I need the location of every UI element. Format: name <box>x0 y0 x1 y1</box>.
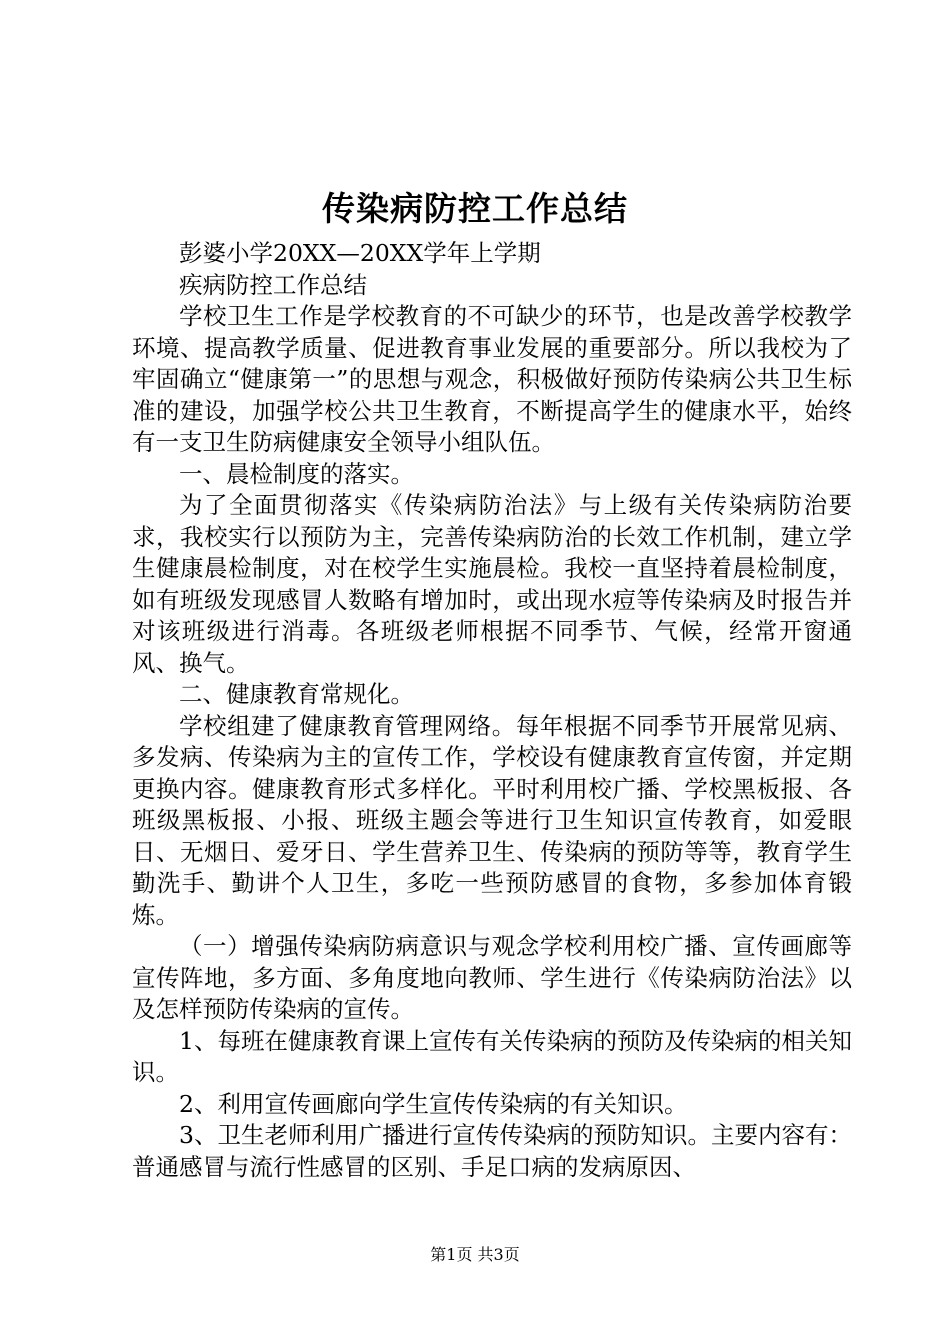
list-item-2: 2、利用宣传画廊向学生宣传传染病的有关知识。 <box>179 1089 688 1118</box>
section-heading-morning-check: 一、晨检制度的落实。 <box>179 459 414 488</box>
paragraph-subtitle: 疾病防控工作总结 <box>179 270 367 299</box>
paragraph-morning-check: 为了全面贯彻落实《传染病防治法》与上级有关传染病防治要求，我校实行以预防为主，完善传染病防治的长效工作机制，建立学生健康晨检制度，对在校学生实施晨检。我校一直坚持着晨检制度，如有班级发现感冒人数略有增加时，或出现水痘等传染病及时报告并对该班级进行消毒。各班级老师根据不同季节、气候，经常开窗通风、换气。 <box>132 491 852 677</box>
paragraph-awareness: （一）增强传染病防病意识与观念学校利用校广播、宣传画廊等宣传阵地，多方面、多角度地向教师、学生进行《传染病防治法》以及怎样预防传染病的宣传。 <box>132 932 852 1023</box>
paragraph-intro: 学校卫生工作是学校教育的不可缺少的环节，也是改善学校教学环境、提高教学质量、促进教育事业发展的重要部分。所以我校为了牢固确立“健康第一”的思想与观念，积极做好预防传染病公共卫生标准的建设，加强学校公共卫生教育，不断提高学生的健康水平，始终有一支卫生防病健康安全领导小组队伍。 <box>132 302 852 456</box>
list-item-3: 3、卫生老师利用广播进行宣传传染病的预防知识。主要内容有：普通感冒与流行性感冒的区别、手足口病的发病原因、 <box>132 1121 852 1181</box>
list-item-1: 1、每班在健康教育课上宣传有关传染病的预防及传染病的相关知识。 <box>132 1026 852 1086</box>
paragraph-health-education: 学校组建了健康教育管理网络。每年根据不同季节开展常见病、多发病、传染病为主的宣传工作，学校设有健康教育宣传窗，并定期更换内容。健康教育形式多样化。平时利用校广播、学校黑板报、各班级黑板报、小报、班级主题会等进行卫生知识宣传教育，如爱眼日、无烟日、爱牙日、学生营养卫生、传染病的预防等等，教育学生勤洗手、勤讲个人卫生，多吃一些预防感冒的食物，多参加体育锻炼。 <box>132 711 852 929</box>
page-footer: 第1页 共3页 <box>430 1245 520 1264</box>
document-body <box>132 238 852 1183</box>
paragraph-school-term: 彭婆小学20XX—20XX学年上学期 <box>179 239 541 267</box>
section-heading-health-education: 二、健康教育常规化。 <box>179 680 414 708</box>
document-title: 传染病防控工作总结 <box>322 189 628 228</box>
